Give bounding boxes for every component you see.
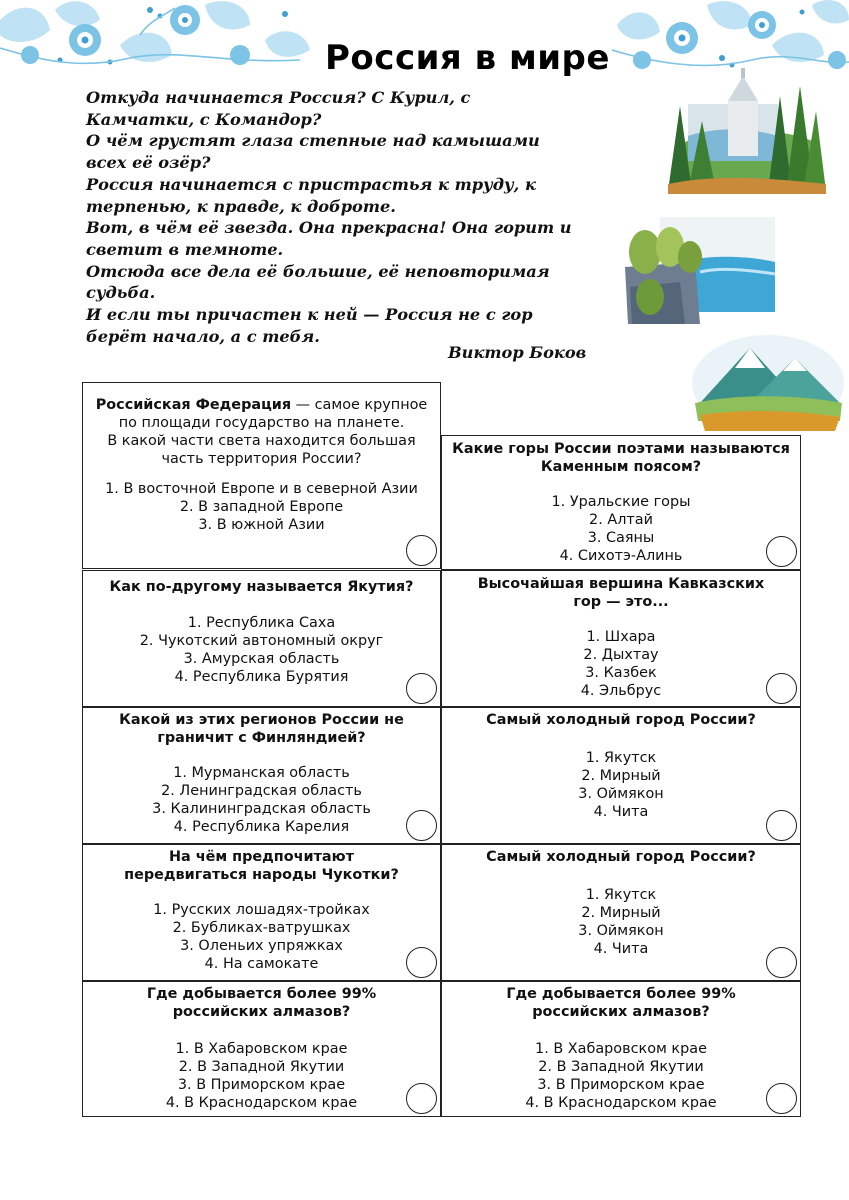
answer-option[interactable]: 3. Саяны [587, 530, 655, 546]
answer-circle[interactable] [406, 810, 437, 841]
answer-options [442, 493, 800, 565]
answer-circle[interactable] [766, 947, 797, 978]
answer-options [83, 614, 440, 686]
quiz-card-3 [82, 570, 441, 707]
poem-line: И если ты причастен к ней — Россия не с гор [86, 305, 533, 325]
poem-line: светит в темноте. [86, 239, 284, 259]
answer-option[interactable]: 1. Якутск [585, 750, 657, 766]
answer-option[interactable]: 1. В восточной Европе и в северной Азии [105, 481, 418, 497]
question-text: На чём предпочитают передвигаться народы Чукотки? [124, 849, 399, 883]
quiz-card-2 [441, 435, 801, 570]
answer-option[interactable]: 3. Калининградская область [152, 801, 371, 817]
answer-option[interactable]: 3. Оймякон [578, 923, 664, 939]
quiz-card-7 [82, 844, 441, 981]
answer-circle[interactable] [406, 1083, 437, 1114]
question-text: Как по-другому называется Якутия? [109, 579, 414, 595]
question-text: Где добывается более 99% российских алмазов? [146, 986, 377, 1020]
poem-line: Отсюда все дела её большие, её неповторимая [86, 261, 550, 281]
poem-line: Откуда начинается Россия? С Курил, с [86, 88, 471, 107]
answer-option[interactable]: 1. Уральские горы [551, 494, 691, 510]
answer-option[interactable]: 4. Сихотэ-Алинь [559, 548, 683, 564]
answer-option[interactable]: 4. В Краснодарском крае [165, 1095, 358, 1111]
answer-option[interactable]: 3. Казбек [585, 665, 657, 681]
answer-option[interactable]: 2. Мирный [581, 768, 661, 784]
question-text: Какой из этих регионов России не граничит с Финляндией? [119, 712, 404, 746]
question-text: В какой части света находится большая часть территория России? [107, 433, 416, 467]
answer-option[interactable]: 3. В южной Азии [198, 517, 325, 533]
poem-line: Камчатки, с Командор? [86, 109, 322, 129]
answer-circle[interactable] [766, 810, 797, 841]
answer-option[interactable]: 4. На самокате [204, 956, 319, 972]
answer-option[interactable]: 1. Республика Саха [187, 615, 336, 631]
quiz-card-5 [82, 707, 441, 844]
quiz-card-4 [441, 570, 801, 707]
answer-option[interactable]: 3. Оленьих упряжках [180, 938, 343, 954]
floral-ornament-left-icon [0, 0, 315, 70]
card-intro [83, 383, 440, 432]
answer-option[interactable]: 1. Мурманская область [173, 765, 350, 781]
poem-line: Вот, в чём её звезда. Она прекрасна! Она горит и [86, 218, 572, 238]
answer-circle[interactable] [766, 673, 797, 704]
lake-cliff-illustration-icon [620, 212, 780, 327]
answer-option[interactable]: 2. В Западной Якутии [178, 1059, 345, 1075]
answer-option[interactable]: 1. Якутск [585, 887, 657, 903]
intro-rest: — самое крупное по площади государство на планете. [118, 397, 428, 431]
answer-option[interactable]: 4. Республика Бурятия [174, 669, 349, 685]
answer-circle[interactable] [406, 673, 437, 704]
answer-options [442, 886, 800, 958]
poem-line: берёт начало, а с тебя. [86, 326, 320, 346]
quiz-card-10 [441, 981, 801, 1117]
question-text: Самый холодный город России? [486, 849, 756, 865]
quiz-card-9 [82, 981, 441, 1117]
poem-line: судьба. [86, 283, 156, 303]
answer-option[interactable]: 4. Эльбрус [580, 683, 662, 699]
answer-options [83, 764, 440, 836]
poem [86, 87, 606, 347]
poem-line: О чём грустят глаза степные над камышами [86, 131, 540, 151]
poem-line: Россия начинается с пристрастья к труду, к [86, 174, 536, 194]
answer-option[interactable]: 2. Мирный [581, 905, 661, 921]
answer-circle[interactable] [406, 947, 437, 978]
answer-option[interactable]: 3. Оймякон [578, 786, 664, 802]
answer-option[interactable]: 2. Дыхтау [583, 647, 659, 663]
answer-option[interactable]: 2. Чукотский автономный округ [139, 633, 384, 649]
answer-option[interactable]: 3. В Приморском крае [537, 1077, 705, 1093]
answer-option[interactable]: 1. В Хабаровском крае [535, 1041, 707, 1057]
answer-option[interactable]: 2. Алтай [589, 512, 653, 528]
answer-options [442, 628, 800, 700]
answer-option[interactable]: 4. В Краснодарском крае [525, 1095, 717, 1111]
question-text: Высочайшая вершина Кавказских гор — это... [477, 576, 765, 610]
question-text: Какие горы России поэтами называются Каменным поясом? [452, 441, 790, 475]
answer-options [83, 901, 440, 973]
answer-option[interactable]: 4. Чита [593, 941, 649, 957]
answer-options [83, 1040, 440, 1112]
answer-circle[interactable] [766, 536, 797, 567]
answer-option[interactable]: 1. Шхара [586, 629, 656, 645]
answer-option[interactable]: 1. Русских лошадях-тройках [153, 902, 370, 918]
answer-option[interactable]: 2. Бубликах-ватрушках [172, 920, 351, 936]
floral-ornament-right-icon [612, 0, 849, 75]
poem-line: терпенью, к правде, к доброте. [86, 196, 396, 216]
answer-option[interactable]: 1. В Хабаровском крае [175, 1041, 348, 1057]
answer-options [442, 1040, 800, 1112]
church-landscape-illustration-icon [668, 66, 826, 194]
quiz-card-1 [82, 382, 441, 569]
answer-circle[interactable] [406, 535, 437, 566]
quiz-card-6 [441, 707, 801, 844]
mountain-valley-illustration-icon [690, 333, 845, 433]
answer-options [83, 480, 440, 534]
question-text: Самый холодный город России? [486, 712, 756, 728]
answer-option[interactable]: 4. Республика Карелия [173, 819, 350, 835]
answer-option[interactable]: 2. Ленинградская область [161, 783, 362, 799]
question-text: Где добывается более 99% российских алмазов? [506, 986, 736, 1020]
intro-bold: Российская Федерация [95, 397, 292, 413]
poem-line: всех её озёр? [86, 153, 211, 173]
answer-options [442, 749, 800, 821]
quiz-card-8 [441, 844, 801, 981]
answer-option[interactable]: 2. В западной Европе [179, 499, 344, 515]
answer-circle[interactable] [766, 1083, 797, 1114]
answer-option[interactable]: 2. В Западной Якутии [538, 1059, 704, 1075]
poem-author: Виктор Боков [448, 343, 587, 362]
answer-option[interactable]: 3. В Приморском крае [177, 1077, 346, 1093]
answer-option[interactable]: 4. Чита [593, 804, 649, 820]
answer-option[interactable]: 3. Амурская область [183, 651, 340, 667]
page-title: Россия в мире [325, 38, 610, 78]
